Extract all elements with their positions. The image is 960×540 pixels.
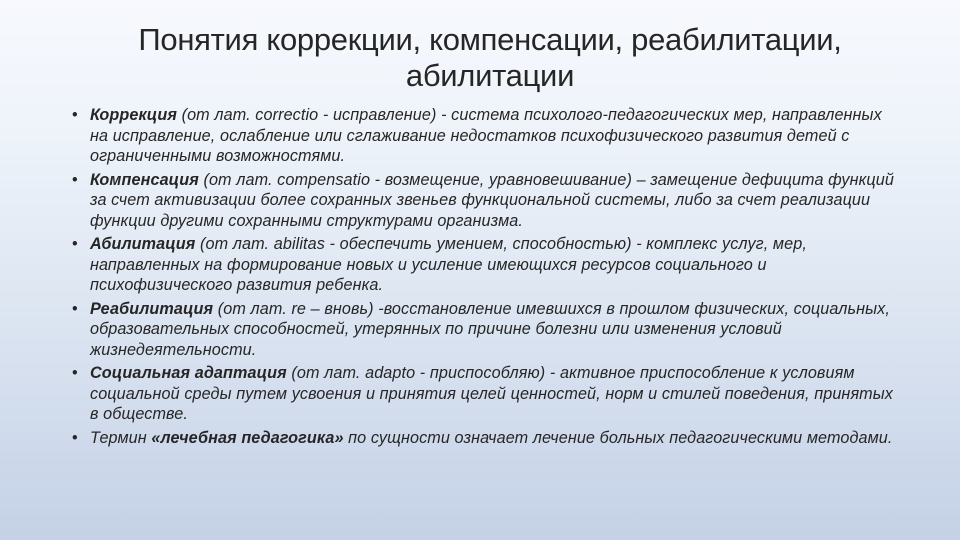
definition-therapeutic-pedagogy: по сущности означает лечение больных педагогическими методами. [343,428,893,447]
term-social-adaptation: Социальная адаптация [90,364,287,382]
bullet-icon: • [72,299,78,318]
list-item-therapeutic-pedagogy [72,428,902,449]
term-compensation: Компенсация [90,170,199,189]
bullet-icon: • [72,106,78,124]
list-item-habilitation [72,234,902,296]
term-habilitation: Абилитация [90,235,196,253]
list-item-social-adaptation [72,363,902,425]
list-item-compensation [72,170,902,232]
prefix-therapeutic-pedagogy: Термин [90,428,152,447]
term-correction: Коррекция [90,106,177,124]
term-rehabilitation: Реабилитация [90,299,214,318]
definitions-list [72,105,902,451]
slide-title [60,22,920,94]
definition-compensation: (от лат. compensatio - возмещение, уравновешивание) – замещение дефицита функций за счет активизации более сохранных звеньев функциональной системы, либо за счет реализации функции другими сохранными структурами организма. [90,170,894,230]
slide-title-line-2: абилитации [405,58,575,93]
list-item-rehabilitation [72,299,902,361]
definition-social-adaptation: (от лат. adapto - приспособляю) - активное приспособление к условиям социальной среды путем усвоения и принятия целей ценностей, норм и стилей поведения, принятых в обществе. [90,364,893,423]
definition-habilitation: (от лат. abilitas - обеспечить умением, способностью) - комплекс услуг, мер, направленных на формирование новых и усиление имеющихся ресурсов социального и психофизического развития ребенка. [90,235,807,294]
bullet-icon: • [72,170,78,189]
bullet-icon: • [72,235,78,253]
bullet-icon: • [72,364,78,382]
definition-correction: (от лат. correctio - исправление) - система психолого-педагогических мер, направленных на исправление, ослабление или сглаживание недостатков психофизического развития детей с ограниченными возможностями. [90,106,882,165]
bullet-icon: • [72,428,78,447]
list-item-correction [72,105,902,167]
definition-rehabilitation: (от лат. re – вновь) -восстановление имевшихся в прошлом физических, социальных, образовательных способностей, утерянных по причине болезни или изменения условий жизнедеятельности. [90,299,890,359]
slide-title-line-1: Понятия коррекции, компенсации, реабилитации, [138,22,842,57]
term-therapeutic-pedagogy: «лечебная педагогика» [151,428,344,447]
